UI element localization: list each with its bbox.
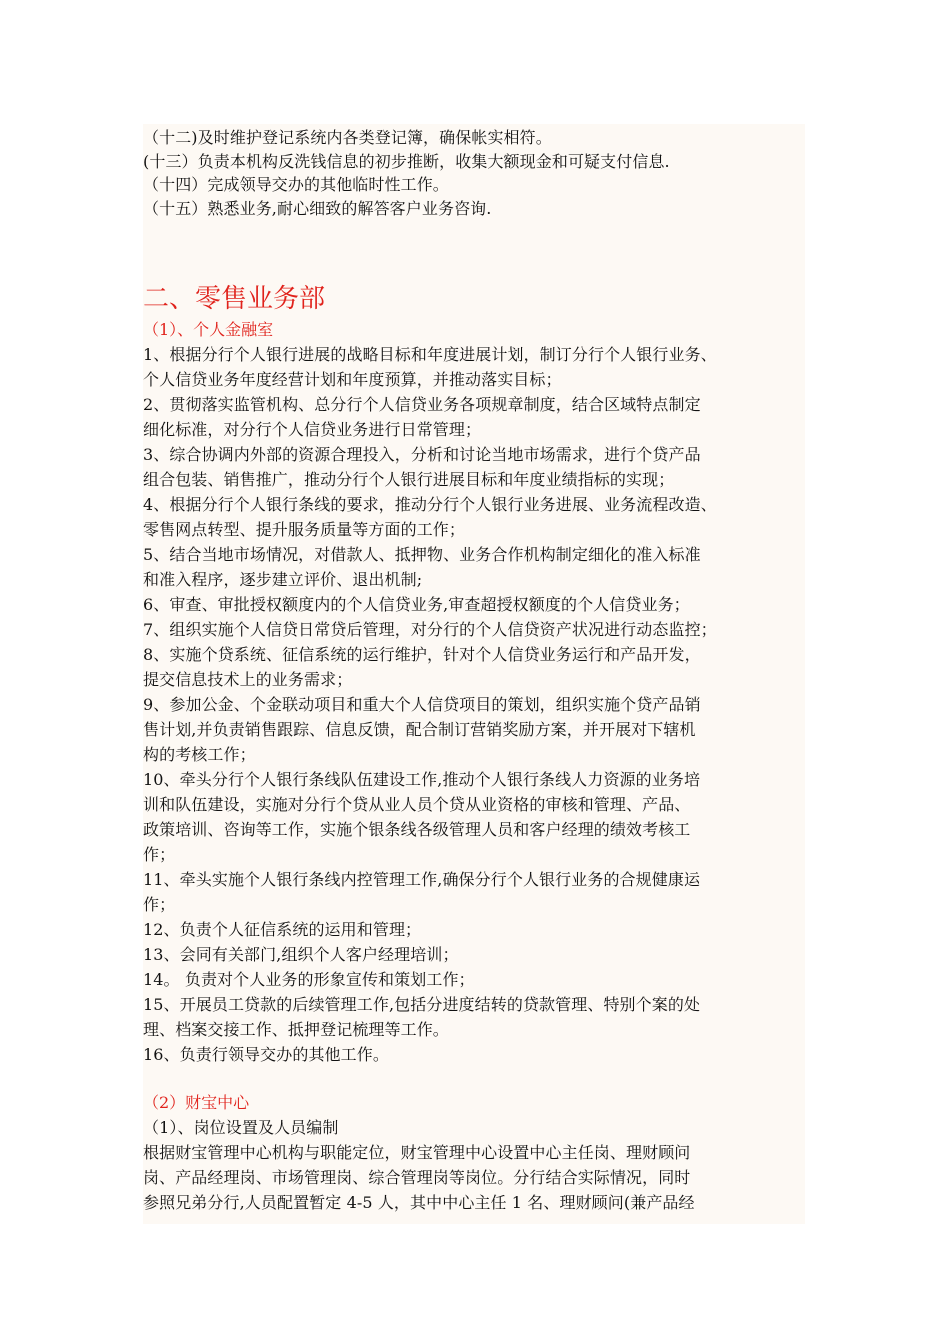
paragraph-line: 16、负责行领导交办的其他工作。 (143, 1045, 389, 1064)
paragraph-line: 10、牵头分行个人银行条线队伍建设工作,推动个人银行条线人力资源的业务培 (143, 770, 701, 789)
paragraph-line: 作； (143, 845, 176, 864)
paragraph-line: 参照兄弟分行,人员配置暂定 4-5 人，其中中心主任 1 名、理财顾问(兼产品经 (143, 1193, 695, 1212)
paragraph-line: 组合包装、销售推广，推动分行个人银行进展目标和年度业绩指标的实现； (143, 470, 675, 489)
paragraph-line: 零售网点转型、提升服务质量等方面的工作； (143, 520, 466, 539)
section-personal-finance-title: （1）、个人金融室 (143, 320, 274, 339)
department-heading: 二、零售业务部 (143, 284, 326, 314)
paragraph-line: 岗、产品经理岗、市场管理岗、综合管理岗等岗位。分行结合实际情况，同时 (143, 1168, 691, 1187)
intro-text-line: （十二)及时维护登记系统内各类登记簿，确保帐实相符。 (143, 128, 552, 147)
paragraph-line: 2、贯彻落实监管机构、总分行个人信贷业务各项规章制度，结合区域特点制定 (143, 395, 701, 414)
paragraph-line: 理、档案交接工作、抵押登记梳理等工作。 (143, 1020, 449, 1039)
paragraph-line: 根据财宝管理中心机构与职能定位，财宝管理中心设置中心主任岗、理财顾问 (143, 1143, 691, 1162)
paragraph-line: 1、根据分行个人银行进展的战略目标和年度进展计划，制订分行个人银行业务、 (143, 345, 717, 364)
paragraph-line: 15、开展员工贷款的后续管理工作,包括分进度结转的贷款管理、特别个案的处 (143, 995, 701, 1014)
paragraph-line: 提交信息技术上的业务需求； (143, 670, 353, 689)
intro-text-line: （十五）熟悉业务,耐心细致的解答客户业务咨询. (143, 198, 492, 218)
paragraph-line: 4、根据分行个人银行条线的要求，推动分行个人银行业务进展、业务流程改造、 (143, 495, 717, 514)
section-wealth-center-title: （2）财宝中心 (143, 1093, 250, 1112)
paragraph-line: （1）、岗位设置及人员编制 (143, 1118, 339, 1137)
paragraph-line: 售计划,并负责销售跟踪、信息反馈，配合制订营销奖励方案，并开展对下辖机 (143, 720, 696, 739)
paragraph-line: 7、组织实施个人信贷日常贷后管理，对分行的个人信贷资产状况进行动态监控； (143, 620, 717, 639)
intro-text-line: (十三）负责本机构反洗钱信息的初步推断，收集大额现金和可疑支付信息. (143, 151, 670, 171)
paragraph-line: 5、结合当地市场情况，对借款人、抵押物、业务合作机构制定细化的准入标准 (143, 545, 701, 564)
section-personal-finance-body (143, 342, 805, 1067)
paragraph-line: 14。 负责对个人业务的形象宣传和策划工作； (143, 970, 475, 989)
paragraph-line: 训和队伍建设，实施对分行个贷从业人员个贷从业资格的审核和管理、产品、 (143, 795, 691, 814)
paragraph-line: 细化标准，对分行个人信贷业务进行日常管理； (143, 420, 482, 439)
paragraph-line: 个人信贷业务年度经营计划和年度预算，并推动落实目标； (143, 370, 562, 389)
paragraph-line: 和准入程序，逐步建立评价、退出机制; (143, 570, 423, 589)
paragraph-line: 12、负责个人征信系统的运用和管理； (143, 920, 422, 939)
paragraph-line: 6、审查、审批授权额度内的个人信贷业务,审查超授权额度的个人信贷业务； (143, 595, 690, 614)
intro-text-line: （十四）完成领导交办的其他临时性工作。 (143, 175, 449, 194)
paragraph-line: 政策培训、咨询等工作，实施个银条线各级管理人员和客户经理的绩效考核工 (143, 820, 691, 839)
paragraph-line: 构的考核工作； (143, 745, 256, 764)
paragraph-line: 3、综合协调内外部的资源合理投入，分析和讨论当地市场需求，进行个贷产品 (143, 445, 701, 464)
paragraph-line: 作； (143, 895, 176, 914)
document-page (143, 124, 805, 1224)
intro-list (143, 124, 805, 220)
paragraph-line: 11、牵头实施个人银行条线内控管理工作,确保分行个人银行业务的合规健康运 (143, 870, 701, 889)
paragraph-line: 13、会同有关部门,组织个人客户经理培训； (143, 945, 459, 964)
section-wealth-center-body (143, 1115, 805, 1215)
paragraph-line: 9、参加公金、个金联动项目和重大个人信贷项目的策划，组织实施个贷产品销 (143, 695, 701, 714)
paragraph-line: 8、实施个贷系统、征信系统的运行维护，针对个人信贷业务运行和产品开发， (143, 645, 701, 664)
